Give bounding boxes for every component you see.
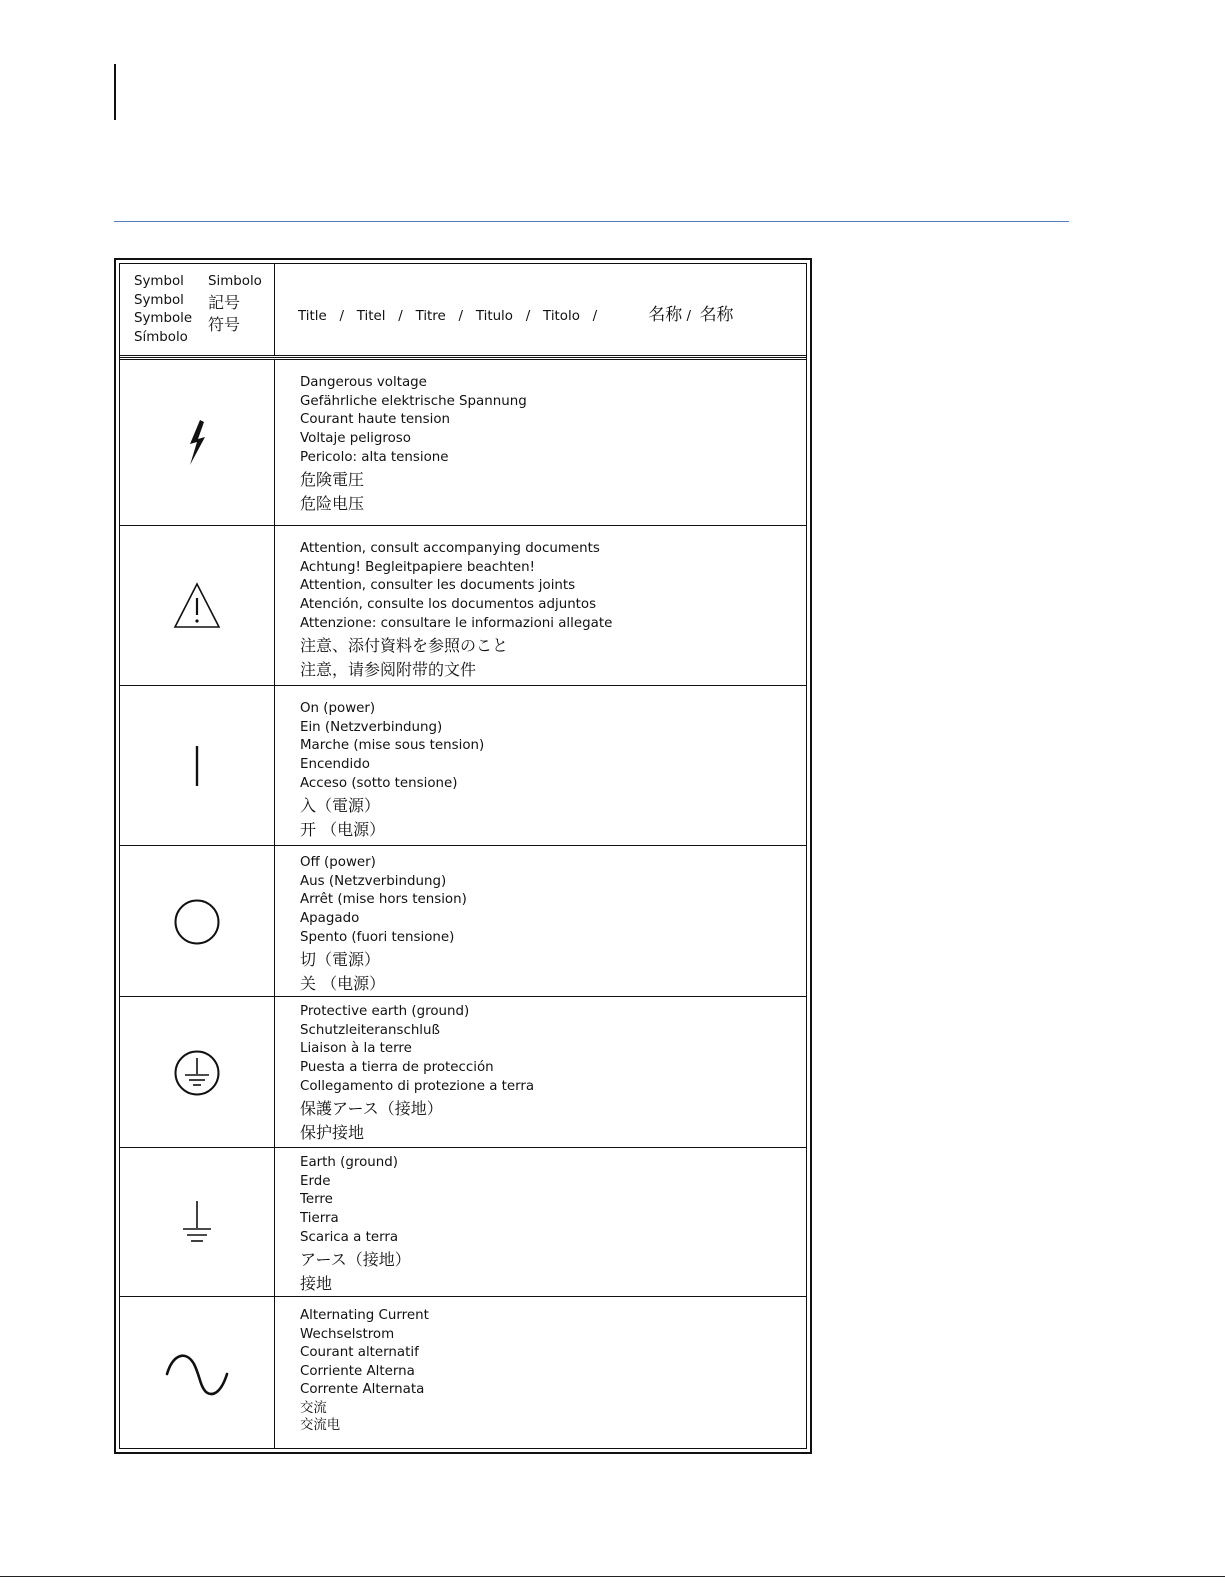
title-line: Aus (Netzverbindung)	[300, 873, 447, 889]
symbol-label: Symbol	[134, 292, 184, 308]
title-line: Erde	[300, 1173, 331, 1189]
title-line: Protective earth (ground)	[300, 1004, 470, 1019]
symbol-title-cell	[300, 1307, 798, 1434]
title-line: Wechselstrom	[300, 1326, 395, 1342]
title-line: Attenzione: consultare le informazioni allegate	[300, 615, 613, 631]
title-label: Title	[298, 309, 327, 324]
title-line: Attention, consulter les documents joints	[300, 578, 576, 594]
title-line: Earth (ground)	[300, 1155, 398, 1170]
column-separator	[274, 846, 275, 997]
title-line: Alternating Current	[300, 1308, 429, 1323]
title-line: Corriente Alterna	[300, 1363, 415, 1379]
lightning-bolt-icon	[182, 418, 212, 468]
symbol-cell	[120, 846, 274, 997]
title-line: Off (power)	[300, 855, 376, 870]
title-line-cjk: 注意，请参阅附带的文件	[300, 659, 477, 679]
symbol-cell	[120, 686, 274, 846]
symbol-title-cell	[300, 374, 798, 516]
title-separator: /	[458, 309, 464, 324]
title-line: Courant alternatif	[300, 1345, 419, 1361]
symbol-title-cell	[300, 700, 798, 842]
symbol-label: 記号	[208, 292, 241, 312]
title-separator: /	[686, 309, 692, 324]
title-line-cjk: 入（電源）	[300, 795, 381, 815]
title-label: Titre	[415, 309, 446, 324]
title-line: Courant haute tension	[300, 412, 451, 428]
table-row	[120, 996, 806, 1148]
earth-ground-icon	[177, 1198, 217, 1248]
table-row	[120, 525, 806, 686]
header-rule	[114, 221, 1069, 222]
symbol-label: Symbol	[134, 274, 184, 289]
title-line: Gefährliche elektrische Spannung	[300, 393, 527, 409]
title-line-cjk: 注意、添付資料を参照のこと	[300, 635, 509, 655]
table-row	[120, 845, 806, 997]
symbol-header-labels-2	[208, 273, 262, 336]
title-line-cjk: 保護アース（接地）	[300, 1098, 443, 1118]
column-separator	[274, 1297, 275, 1448]
column-separator	[274, 264, 275, 355]
title-line: Scarica a terra	[300, 1229, 399, 1245]
symbol-title-cell	[300, 854, 798, 996]
title-line: Pericolo: alta tensione	[300, 449, 449, 465]
symbol-label: Symbole	[134, 311, 193, 327]
power-off-icon	[172, 897, 222, 947]
title-label: Titulo	[475, 309, 513, 324]
title-line: On (power)	[300, 701, 376, 716]
title-header	[298, 300, 734, 325]
table-row	[120, 1147, 806, 1297]
title-line: Ein (Netzverbindung)	[300, 719, 443, 735]
title-label: Titel	[356, 309, 386, 324]
column-separator	[274, 686, 275, 846]
warning-triangle-icon	[172, 581, 222, 631]
title-line-cjk: 接地	[300, 1273, 333, 1293]
title-line: Tierra	[300, 1211, 339, 1227]
symbol-cell	[120, 1297, 274, 1448]
symbols-table	[114, 258, 812, 1454]
table-row	[120, 1296, 806, 1448]
symbol-title-cell	[300, 1154, 798, 1296]
protective-earth-icon	[172, 1048, 222, 1098]
title-line-cjk: 保护接地	[300, 1122, 365, 1142]
margin-bar	[114, 64, 116, 120]
title-line-cjk: 交流电	[300, 1417, 341, 1433]
symbol-cell	[120, 1148, 274, 1297]
title-line-cjk: 危険電圧	[300, 469, 365, 489]
title-line: Corrente Alternata	[300, 1382, 425, 1398]
footer-rule	[0, 1576, 1225, 1577]
symbol-label: Símbolo	[134, 329, 188, 345]
title-line: Schutzleiteranschluß	[300, 1022, 440, 1038]
title-line: Voltaje peligroso	[300, 431, 411, 447]
title-line: Achtung! Begleitpapiere beachten!	[300, 559, 535, 575]
title-line: Arrêt (mise hors tension)	[300, 892, 467, 908]
title-line: Apagado	[300, 911, 360, 927]
table-row	[120, 359, 806, 526]
symbol-label: 符号	[208, 314, 241, 334]
title-line-cjk: 切（電源）	[300, 949, 381, 969]
title-separator: /	[339, 309, 344, 324]
column-separator	[274, 997, 275, 1148]
table-row	[120, 685, 806, 846]
title-line: Liaison à la terre	[300, 1041, 412, 1057]
title-separator: /	[398, 309, 403, 324]
alternating-current-icon	[164, 1348, 230, 1398]
title-line-cjk: 危险电压	[300, 493, 365, 513]
column-separator	[274, 360, 275, 526]
symbol-header-labels-1	[134, 273, 192, 347]
title-line: Terre	[300, 1192, 333, 1208]
symbol-cell	[120, 997, 274, 1148]
symbol-title-cell	[300, 1003, 798, 1145]
table-header-row	[120, 264, 806, 358]
title-line: Collegamento di protezione a terra	[300, 1078, 535, 1094]
symbol-label: Simbolo	[208, 274, 262, 289]
title-label: 名称	[648, 305, 683, 325]
title-line: Spento (fuori tensione)	[300, 929, 455, 945]
title-separator: /	[592, 309, 598, 324]
title-line: Atención, consulte los documentos adjuntos	[300, 597, 597, 613]
title-line: Marche (mise sous tension)	[300, 738, 485, 754]
title-line: Dangerous voltage	[300, 375, 427, 390]
title-line: Encendido	[300, 757, 370, 773]
title-label: Titolo	[543, 309, 580, 324]
column-separator	[274, 1148, 275, 1297]
column-separator	[274, 526, 275, 686]
symbol-title-cell	[300, 540, 798, 682]
symbol-cell	[120, 360, 274, 526]
title-line: Puesta a tierra de protección	[300, 1060, 494, 1076]
title-label: 名称	[699, 305, 734, 325]
title-line-cjk: アース（接地）	[300, 1249, 411, 1269]
title-line-cjk: 关 （电源）	[300, 973, 386, 993]
title-line-cjk: 交流	[300, 1400, 327, 1416]
title-line-cjk: 开 （电源）	[300, 819, 386, 839]
symbols-table-inner	[119, 263, 807, 1449]
title-line: Attention, consult accompanying documents	[300, 541, 600, 556]
title-separator: /	[525, 309, 531, 324]
title-line: Acceso (sotto tensione)	[300, 775, 458, 791]
symbol-cell	[120, 526, 274, 686]
power-on-icon	[192, 744, 202, 788]
